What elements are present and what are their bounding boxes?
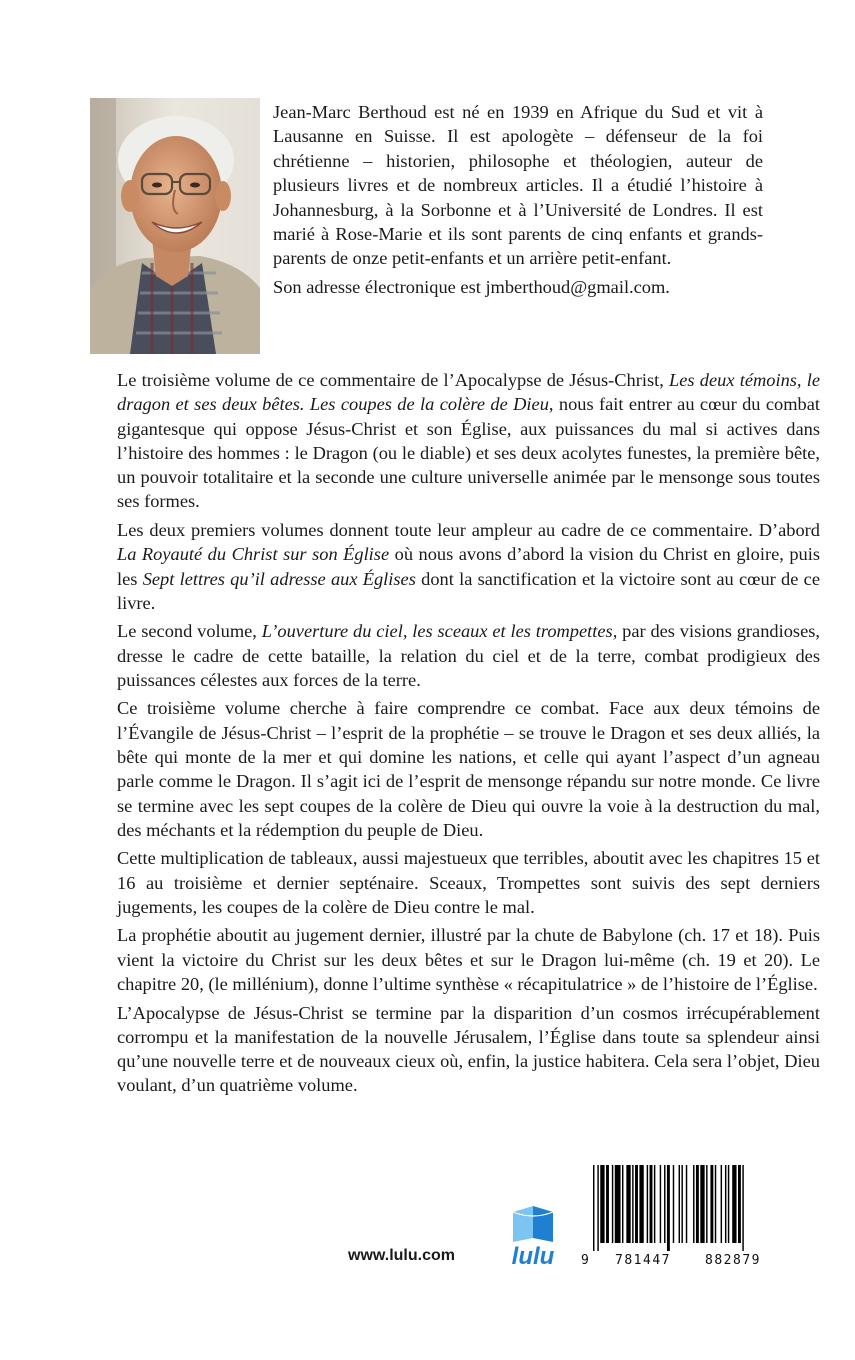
author-portrait — [90, 98, 260, 354]
barcode-group-1: 781447 — [615, 1253, 671, 1268]
barcode-digits — [579, 1253, 777, 1268]
barcode-bars — [579, 1165, 777, 1251]
barcode-bar — [622, 1165, 623, 1243]
barcode-bar — [673, 1165, 674, 1243]
lulu-logo — [499, 1202, 567, 1268]
isbn-barcode — [579, 1165, 777, 1269]
barcode-bar — [738, 1165, 741, 1243]
barcode-bar — [635, 1165, 638, 1243]
barcode-bar — [681, 1165, 682, 1243]
barcode-bar — [597, 1165, 598, 1251]
barcode-group-2: 882879 — [705, 1253, 761, 1268]
barcode-bar — [647, 1165, 648, 1243]
barcode-bar — [600, 1165, 604, 1243]
barcode-bar — [660, 1165, 661, 1243]
publisher-url[interactable]: www.lulu.com — [348, 1247, 455, 1264]
book-title: Les deux témoins, le dragon et ses deux bêtes. Les coupes de la colère de Dieu — [117, 370, 820, 415]
book-title: Sept lettres qu’il adresse aux Églises — [142, 568, 416, 589]
text-segment: par des visions grandioses, dresse le cadre de cette bataille, la relation du ciel et de la terre, combat prodigieux des puissances célestes aux forces de la terre. — [117, 621, 820, 690]
barcode-lead-digit: 9 — [581, 1253, 589, 1268]
paragraph-4: Ce troisième volume cherche à faire comprendre ce combat. Face aux deux témoins de l’Évangile de Jésus-Christ – l’esprit de la prophétie – se trouve le Dragon et ses deux alliés, la bête qui monte de la mer et qui domine les nations, et celle qui ayant l’aspect d’un agneau parle comme le Dragon. Il s’agit ici de l’esprit de mensonge répandu sur notre monde. Ce livre se termine avec les sept coupes de la colère de Dieu qui ouvre la voie à la destruction du mal, des méchants et la rédemption du peuple de Dieu. — [117, 698, 820, 840]
barcode-bar — [721, 1165, 722, 1243]
barcode-bar — [632, 1165, 633, 1243]
text-segment: où nous avons d’abord la vision du Christ en gloire, puis les — [117, 544, 820, 589]
barcode-bar — [593, 1165, 594, 1251]
paragraph-1 — [117, 368, 820, 514]
barcode-bar — [639, 1165, 643, 1243]
paragraph-2 — [117, 518, 820, 615]
barcode-bar — [742, 1165, 743, 1251]
lulu-logo-text: lulu — [511, 1243, 555, 1268]
barcode-bar — [679, 1165, 680, 1243]
book-title: La Royauté du Christ sur son Église — [117, 544, 390, 565]
barcode-bar — [667, 1165, 670, 1251]
back-cover-text — [117, 368, 820, 1102]
text-segment: Le second volume, — [117, 621, 262, 642]
paragraph-5: Cette multiplication de tableaux, aussi majestueux que terribles, aboutit avec les chapitres 15 et 16 au troisième et dernier septénaire. Sceaux, Trompettes sont suivis des sept derniers jugements, les coupes de la colère de Dieu contre le mal. — [117, 848, 820, 917]
barcode-bar — [606, 1165, 609, 1243]
paragraph-3 — [117, 619, 820, 692]
author-photo — [90, 98, 260, 354]
barcode-bar — [725, 1165, 726, 1243]
barcode-bar — [615, 1165, 621, 1243]
text-segment: Les deux premiers volumes donnent toute leur ampleur au cadre de ce commentaire. D’abord — [117, 519, 820, 540]
paragraph-7: L’Apocalypse de Jésus-Christ se termine par la disparition d’un cosmos irrécupérablement corrompu et la manifestation de la nouvelle Jérusalem, l’Église dans toute sa splendeur ainsi qu’une nouvelle terre et de nouveaux cieux où, enfin, la justice habitera. Cela sera l’objet, Dieu voulant, d’un quatrième volume. — [117, 1002, 820, 1096]
barcode-bar — [664, 1165, 665, 1243]
text-segment: Le troisième volume de ce commentaire de l’Apocalypse de Jésus-Christ, — [117, 370, 670, 390]
text-segment: , nous fait entrer au cœur du combat gigantesque qui oppose Jésus-Christ et son Église, aux puissances du mal si actives dans l’histoire des hommes : le Dragon (ou le diable) et ses deux acolytes funestes, la première bête, un pouvoir totalitaire et la seconde une culture universelle animée par le mensonge sous toutes ses formes. — [117, 394, 820, 512]
barcode-bar — [654, 1165, 655, 1243]
author-email-line: Son adresse électronique est jmberthoud@gmail.com. — [273, 276, 670, 297]
barcode-bar — [700, 1165, 704, 1243]
barcode-bar — [626, 1165, 630, 1243]
text-segment: dont la sanctification et la victoire sont au cœur de ce livre. — [117, 568, 820, 613]
lulu-logo-icon — [499, 1202, 567, 1268]
barcode-bar — [686, 1165, 687, 1243]
author-bio — [273, 100, 763, 299]
paragraph-6: La prophétie aboutit au jugement dernier, illustré par la chute de Babylone (ch. 17 et 18). Puis vient la victoire du Christ sur les deux bêtes et sur le Dragon lui-même (ch. 19 et 20). Le chapitre 20, (le millénium), donne l’ultime synthèse « récapitulatrice » de l’histoire de l’Église. — [117, 925, 820, 995]
book-title: L’ouverture du ciel, les sceaux et les trompettes, — [261, 621, 618, 642]
barcode-bar — [612, 1165, 613, 1243]
barcode-bar — [650, 1165, 653, 1243]
barcode-bar — [710, 1165, 713, 1243]
barcode-bar — [706, 1165, 707, 1243]
barcode-bar — [693, 1165, 694, 1243]
author-bio-text: Jean-Marc Berthoud est né en 1939 en Afrique du Sud et vit à Lausanne en Suisse. Il est apologète – défenseur de la foi chrétienne – historien, philosophe et théologien, auteur de plusieurs livres et de nombreux articles. Il a étudié l’histoire à Johannesburg, à la Sorbonne et à l’Université de Londres. Il est marié à Rose-Marie et ils sont parents de cinq enfants et grands-parents de onze petit-enfants et un arrière petit-enfant. — [273, 102, 763, 269]
barcode-bar — [732, 1165, 736, 1243]
barcode-bar — [728, 1165, 729, 1243]
barcode-bar — [715, 1165, 716, 1243]
barcode-bar — [696, 1165, 699, 1243]
